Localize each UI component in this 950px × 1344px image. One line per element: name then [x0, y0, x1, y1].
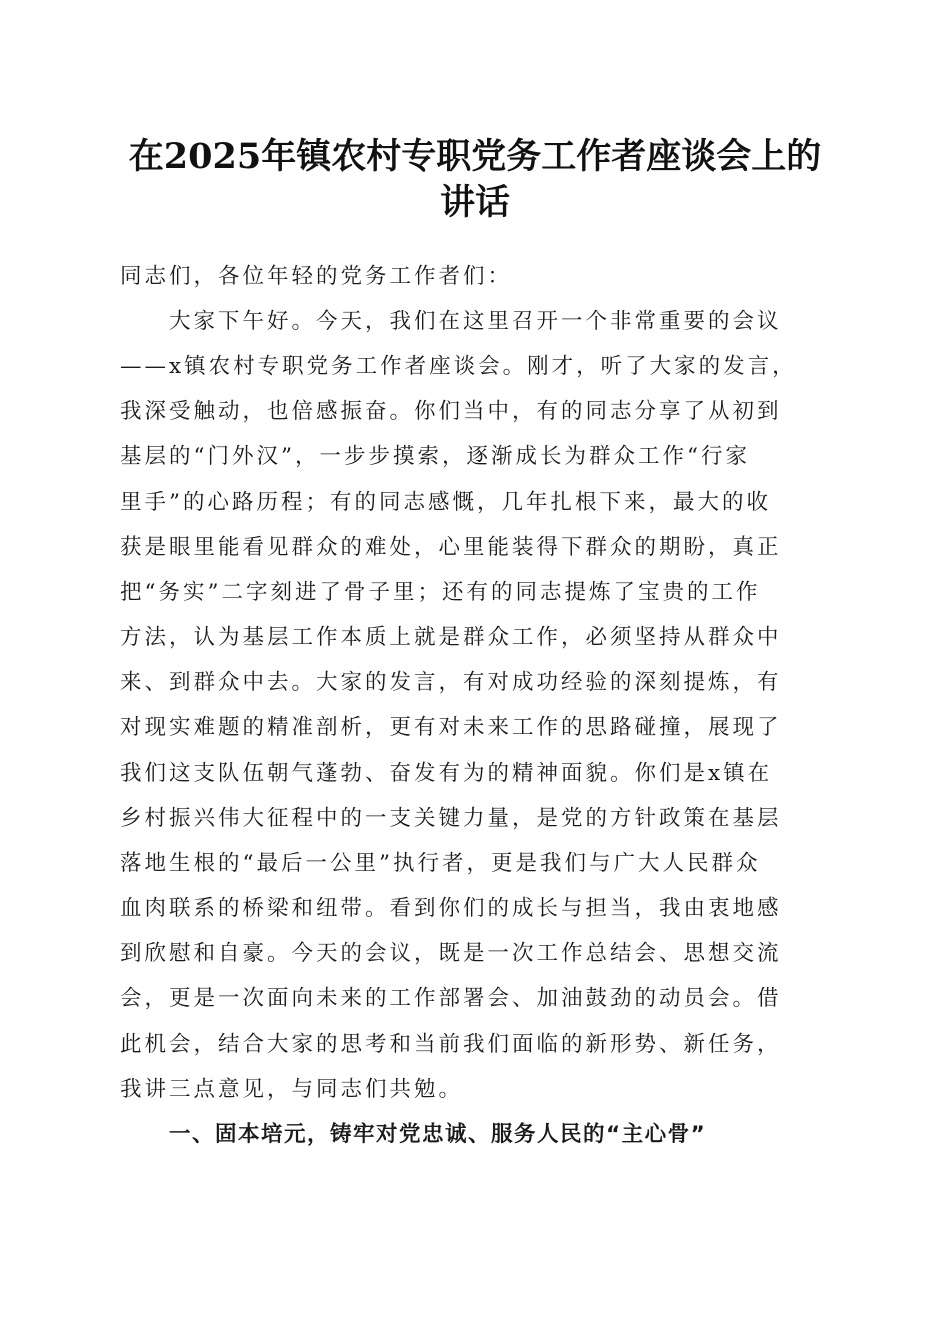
- paragraph-line: 血肉联系的桥梁和纽带。看到你们的成长与担当，我由衷地感: [120, 896, 782, 922]
- paragraph-line: 获是眼里能看见群众的难处，心里能装得下群众的期盼，真正: [120, 534, 782, 560]
- paragraph-line: 乡村振兴伟大征程中的一支关键力量，是党的方针政策在基层: [120, 805, 782, 831]
- paragraph-line: 会，更是一次面向未来的工作部署会、加油鼓劲的动员会。借: [120, 986, 782, 1012]
- paragraph-line: 我深受触动，也倍感振奋。你们当中，有的同志分享了从初到: [120, 399, 782, 425]
- paragraph-line: 到欣慰和自豪。今天的会议，既是一次工作总结会、思想交流: [120, 941, 782, 967]
- paragraph-line: 我讲三点意见，与同志们共勉。: [120, 1076, 464, 1102]
- opening-paragraph: [120, 299, 832, 1112]
- paragraph-line: 对现实难题的精准剖析，更有对未来工作的思路碰撞，展现了: [120, 715, 782, 741]
- paragraph-line: 方法，认为基层工作本质上就是群众工作，必须坚持从群众中: [120, 625, 782, 651]
- paragraph-line: 大家下午好。今天，我们在这里召开一个非常重要的会议: [169, 309, 782, 334]
- paragraph-line: ——x镇农村专职党务工作者座谈会。刚才，听了大家的发言，: [120, 354, 797, 380]
- paragraph-line: 我们这支队伍朝气蓬勃、奋发有为的精神面貌。你们是x镇在: [120, 760, 773, 786]
- paragraph-line: 里手”的心路历程；有的同志感慨，几年扎根下来，最大的收: [120, 489, 771, 515]
- paragraph-line: 此机会，结合大家的思考和当前我们面临的新形势、新任务，: [120, 1031, 782, 1057]
- paragraph-line: 落地生根的“最后一公里”执行者，更是我们与广大人民群众: [120, 850, 761, 876]
- paragraph-line: 来、到群众中去。大家的发言，有对成功经验的深刻提炼，有: [120, 670, 782, 696]
- document-title: [100, 134, 850, 226]
- paragraph-line: 基层的“门外汉”，一步步摸索，逐渐成长为群众工作“行家: [120, 444, 750, 470]
- title-line: 讲话: [439, 182, 510, 223]
- title-line: 在2025年镇农村专职党务工作者座谈会上的: [128, 136, 822, 177]
- document-body: [120, 254, 832, 1157]
- paragraph-line: 把“务实”二字刻进了骨子里；还有的同志提炼了宝贵的工作: [120, 579, 761, 605]
- salutation: 同志们，各位年轻的党务工作者们：: [120, 264, 513, 289]
- section-heading: 一、固本培元，铸牢对党忠诚、服务人民的“主心骨”: [169, 1121, 707, 1147]
